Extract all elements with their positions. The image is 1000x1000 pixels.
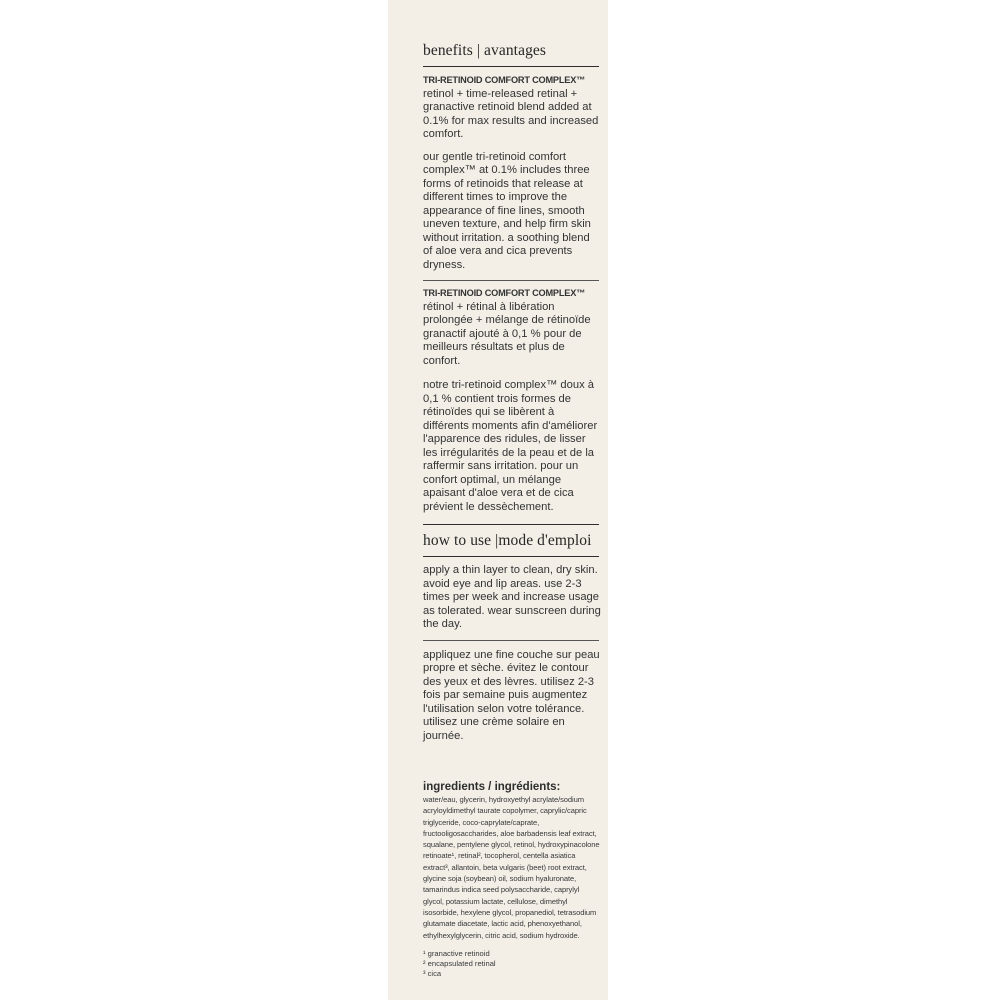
product-label-panel — [388, 0, 608, 1000]
benefits-en-intro-text: retinol + time-released retinal + granactive retinoid blend added at 0.1% for max results and increased comfort. — [423, 87, 599, 140]
benefits-en-intro — [423, 74, 601, 142]
benefits-heading: benefits | avantages — [423, 42, 599, 67]
footnotes — [423, 949, 608, 979]
benefits-en-brand: TRI-RETINOID COMFORT COMPLEX™ — [423, 75, 586, 85]
how-to-use-heading: how to use |mode d'emploi — [423, 532, 599, 557]
how-to-use-en: apply a thin layer to clean, dry skin. avoid eye and lip areas. use 2-3 times per week and increase usage as tolerated. wear sunscreen during the day. — [423, 564, 601, 630]
divider — [423, 524, 599, 525]
benefits-en-body: our gentle tri-retinoid comfort complex™ at 0.1% includes three forms of retinoids that release at different times to improve the appearance of fine lines, smooth uneven texture, and help firm skin without irritation. a soothing blend of aloe vera and cica prevents dryness. — [423, 150, 591, 271]
ingredients-title: ingredients / ingrédients: — [423, 781, 561, 793]
divider — [423, 280, 599, 281]
benefits-fr-brand: TRI-RETINOID COMFORT COMPLEX™ — [423, 288, 586, 298]
ingredients-list: water/eau, glycerin, hydroxyethyl acrylate/sodium acryloyldimethyl taurate copolymer, caprylic/capric triglyceride, coco-caprylate/caprate, fructooligosaccharides, aloe barbadensis leaf extract, squalane, pentylene glycol, retinol, hydroxypinacolone retinoate¹, retinal², tocopherol, centella asiatica extract³, allantoin, beta vulgaris (beet) root extract, glycine soja (soybean) oil, sodium hyaluronate, tamarindus indica seed polysaccharide, caprylyl glycol, potassium lactate, cellulose, dimethyl isosorbide, hexylene glycol, propanediol, tetrasodium glutamate diacetate, lactic acid, phenoxyethanol, ethylhexylglycerin, citric acid, sodium hydroxide. — [423, 795, 600, 940]
footnote: ² encapsulated retinal — [423, 958, 496, 968]
benefits-fr-intro-text: rétinol + rétinal à libération prolongée + mélange de rétinoïde granactif ajouté à 0,1 % pour de meilleurs résultats et plus de confort. — [423, 300, 591, 367]
benefits-fr-intro — [423, 287, 601, 368]
divider — [423, 640, 599, 641]
how-to-use-fr: appliquez une fine couche sur peau propre et sèche. évitez le contour des yeux et des lèvres. utilisez 2-3 fois par semaine puis augmentez l'utilisation selon votre tolérance. utilisez une crème solaire en journée. — [423, 648, 600, 742]
benefits-fr-body: notre tri-retinoid complex™ doux à 0,1 % contient trois formes de rétinoïdes qui se libèrent à différents moments afin d'améliorer l'apparence des ridules, de lisser les irrégularités de la peau et de la raffermir sans irritation. pour un confort optimal, un mélange apaisant d'aloe vera et de cica prévient le dessèchement. — [423, 379, 598, 513]
footnote: ¹ granactive retinoid — [423, 948, 490, 958]
footnote: ³ cica — [423, 968, 442, 978]
